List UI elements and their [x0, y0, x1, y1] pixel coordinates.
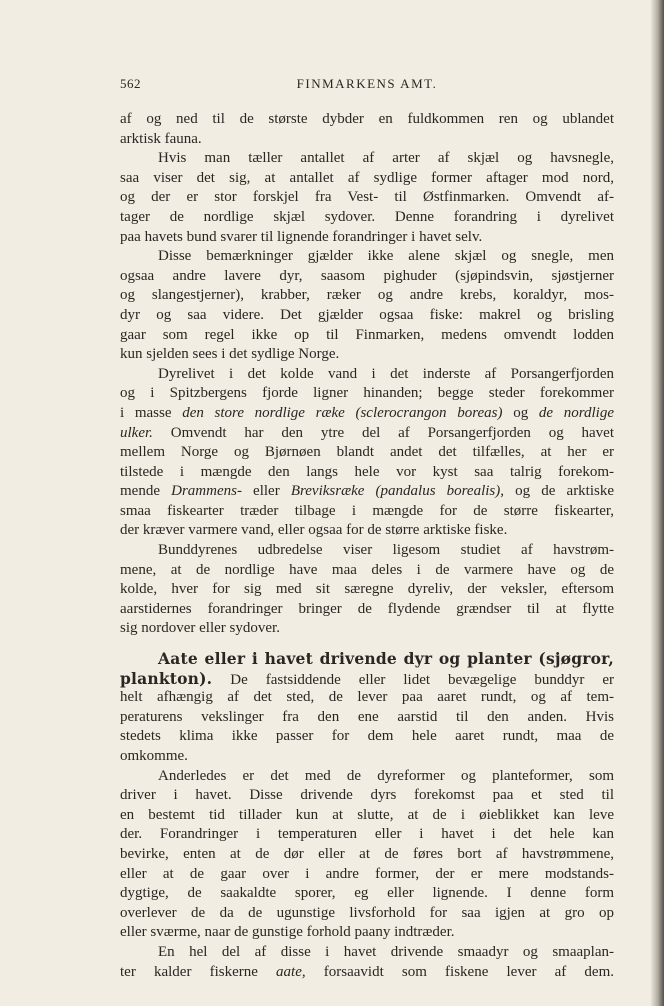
- page-number: 562: [120, 76, 141, 91]
- text-run: eller sværme, naar de gunstige forhold paany indtræder.: [120, 924, 455, 941]
- text-line: [120, 502, 614, 522]
- text-line: [120, 600, 614, 620]
- text-line: [120, 708, 614, 728]
- text-run: eller: [241, 483, 291, 500]
- text-line: [120, 345, 614, 365]
- text-line: [120, 825, 614, 845]
- text-run: ogsaa andre lavere dyr, saasom pighuder (sjøpindsvin, sjøstjerner: [120, 267, 614, 284]
- section-gap: [120, 639, 614, 649]
- text-line: [120, 384, 614, 404]
- text-line: [120, 865, 614, 885]
- text-run: helt afhængig af det sted, de lever paa aaret rundt, og af tem-: [120, 689, 614, 706]
- text-run: der. Forandringer i temperaturen eller i havet i det hele kan: [120, 826, 614, 843]
- text-line: [120, 963, 614, 983]
- running-title: FINMARKENS AMT.: [296, 76, 438, 91]
- section-heading: plankton).: [120, 668, 213, 688]
- italic-term: Drammens-: [171, 483, 242, 500]
- text-run: dyr og saa videre. Det gjælder ogsaa fiske: makrel og brisling: [120, 306, 614, 323]
- text-line: [120, 404, 614, 424]
- book-page: [120, 76, 614, 982]
- text-run: mellem Norge og Bjørnøen blandt andet det tilfælles, at her er: [120, 444, 614, 461]
- text-line: [120, 884, 614, 904]
- body-text: [120, 110, 614, 982]
- italic-term: de nordlige: [538, 404, 615, 421]
- text-run: En hel del af disse i havet drivende smaadyr og smaaplan-: [158, 943, 614, 960]
- text-line: [120, 482, 614, 502]
- text-line: [120, 424, 614, 444]
- running-head: [120, 76, 614, 96]
- text-line: [120, 188, 614, 208]
- text-line: [120, 443, 614, 463]
- text-line: [120, 786, 614, 806]
- text-run: bevirke, enten at de dør eller at de føres bort af havstrømmene,: [120, 845, 614, 862]
- text-line: [120, 169, 614, 189]
- text-line: [120, 326, 614, 346]
- text-line: [120, 688, 614, 708]
- text-run: mene, at de nordlige have maa deles i de varmere have og de: [120, 561, 614, 578]
- text-line: [120, 228, 614, 248]
- text-run: arktisk fauna.: [120, 130, 202, 147]
- text-line: [120, 149, 614, 169]
- text-run: gaar som regel ikke op til Finmarken, medens omvendt lodden: [120, 326, 614, 343]
- text-line: [120, 845, 614, 865]
- text-run: stedets klima ikke passer for dem hele aaret rundt, maa de: [120, 728, 614, 745]
- text-run: eller at de gaar over i andre former, der er mere modstands-: [120, 865, 614, 882]
- text-run: Anderledes er det med de dyreformer og planteformer, som: [158, 767, 614, 784]
- text-line: [120, 561, 614, 581]
- text-run: Dyrelivet i det kolde vand i det inderste af Porsangerfjorden: [158, 365, 614, 382]
- text-run: omkomme.: [120, 748, 188, 764]
- text-run: en bestemt tid tillader kun at slutte, at de i øieblikket kan leve: [120, 806, 614, 823]
- text-run: tilstede i mængde den langs hele vor kyst saa talrig forekom-: [120, 463, 614, 480]
- italic-term: Breviksræke (pandalus borealis),: [290, 483, 505, 500]
- text-line: [120, 904, 614, 924]
- text-run: kun sjelden sees i det sydlige Norge.: [120, 346, 340, 363]
- text-line: [120, 649, 614, 669]
- text-run: der kræver varmere vand, eller ogsaa for de større arktiske fiske.: [120, 522, 508, 539]
- text-run: overlever de da de ugunstige livsforhold for saa igjen at gro op: [120, 904, 614, 921]
- text-line: [120, 619, 614, 639]
- text-run: Disse bemærkninger gjælder ikke alene skjæl og snegle, men: [158, 248, 614, 265]
- text-run: Hvis man tæller antallet af arter af skjæl og havsnegle,: [158, 150, 614, 167]
- text-line: [120, 923, 614, 943]
- text-line: [120, 521, 614, 541]
- text-run: mende: [120, 483, 172, 500]
- italic-term: den store nordlige ræke (sclerocrangon boreas): [182, 404, 503, 421]
- text-run: og der er stor forskjel fra Vest- til Østfinmarken. Omvendt af-: [120, 189, 614, 206]
- text-line: [120, 267, 614, 287]
- text-run: og: [502, 404, 539, 421]
- text-run: Bunddyrenes udbredelse viser ligesom studiet af havstrøm-: [158, 542, 614, 559]
- text-run: driver i havet. Disse drivende dyrs forekomst paa et sted til: [120, 787, 614, 804]
- text-line: [120, 365, 614, 385]
- text-line: [120, 247, 614, 267]
- text-run: aarstidernes forandringer bringer de flydende grændser til at flytte: [120, 600, 614, 617]
- text-line: [120, 463, 614, 483]
- text-line: [120, 580, 614, 600]
- text-run: paa havets bund svarer til lignende forandringer i havet selv.: [120, 228, 483, 245]
- text-line: [120, 943, 614, 963]
- text-run: kolde, hver for sig med sit særegne dyreliv, der veksler, eftersom: [120, 581, 614, 598]
- text-run: i masse: [120, 404, 183, 421]
- text-run: dygtige, de saakaldte sporer, eg eller lignende. I denne form: [120, 885, 614, 902]
- text-run: og i Spitzbergens fjorde ligner hinanden; begge steder forekommer: [120, 385, 614, 402]
- text-line: [120, 806, 614, 826]
- text-run: Omvendt har den ytre del af Porsangerfjorden og havet: [152, 424, 614, 441]
- text-line: [120, 208, 614, 228]
- text-line: [120, 747, 614, 767]
- text-run: De fastsiddende eller lidet bevægelige bunddyr er: [212, 671, 614, 688]
- text-line: [120, 306, 614, 326]
- text-line: [120, 541, 614, 561]
- section-heading: Aate eller i havet drivende dyr og planter (sjøgror,: [158, 649, 614, 669]
- text-run: af og ned til de største dybder en fuldkommen ren og ublandet: [120, 111, 614, 127]
- text-run: og slangestjerner), krabber, ræker og andre krebs, koraldyr, mos-: [120, 287, 614, 304]
- text-run: saa viser det sig, at antallet af sydlige former aftager mod nord,: [120, 169, 614, 186]
- text-line: [120, 110, 614, 130]
- text-run: smaa fiskearter træder tilbage i mængde for de større fiskearter,: [120, 502, 614, 519]
- text-run: peraturens vekslinger fra den ene aarstid til den anden. Hvis: [120, 708, 614, 725]
- text-line: [120, 727, 614, 747]
- text-run: tager de nordlige skjæl sydover. Denne forandring i dyrelivet: [120, 208, 614, 225]
- page-edge-shadow: [650, 0, 664, 1006]
- text-line: [120, 286, 614, 306]
- text-line: [120, 767, 614, 787]
- text-line: [120, 669, 614, 689]
- text-line: [120, 130, 614, 150]
- italic-term: aate,: [276, 963, 306, 980]
- text-run: forsaavidt som fiskene lever af dem.: [305, 963, 614, 980]
- text-run: og de arktiske: [504, 483, 615, 500]
- italic-term: ulker.: [120, 424, 153, 441]
- text-run: ter kalder fiskerne: [120, 963, 277, 980]
- text-run: sig nordover eller sydover.: [120, 620, 280, 637]
